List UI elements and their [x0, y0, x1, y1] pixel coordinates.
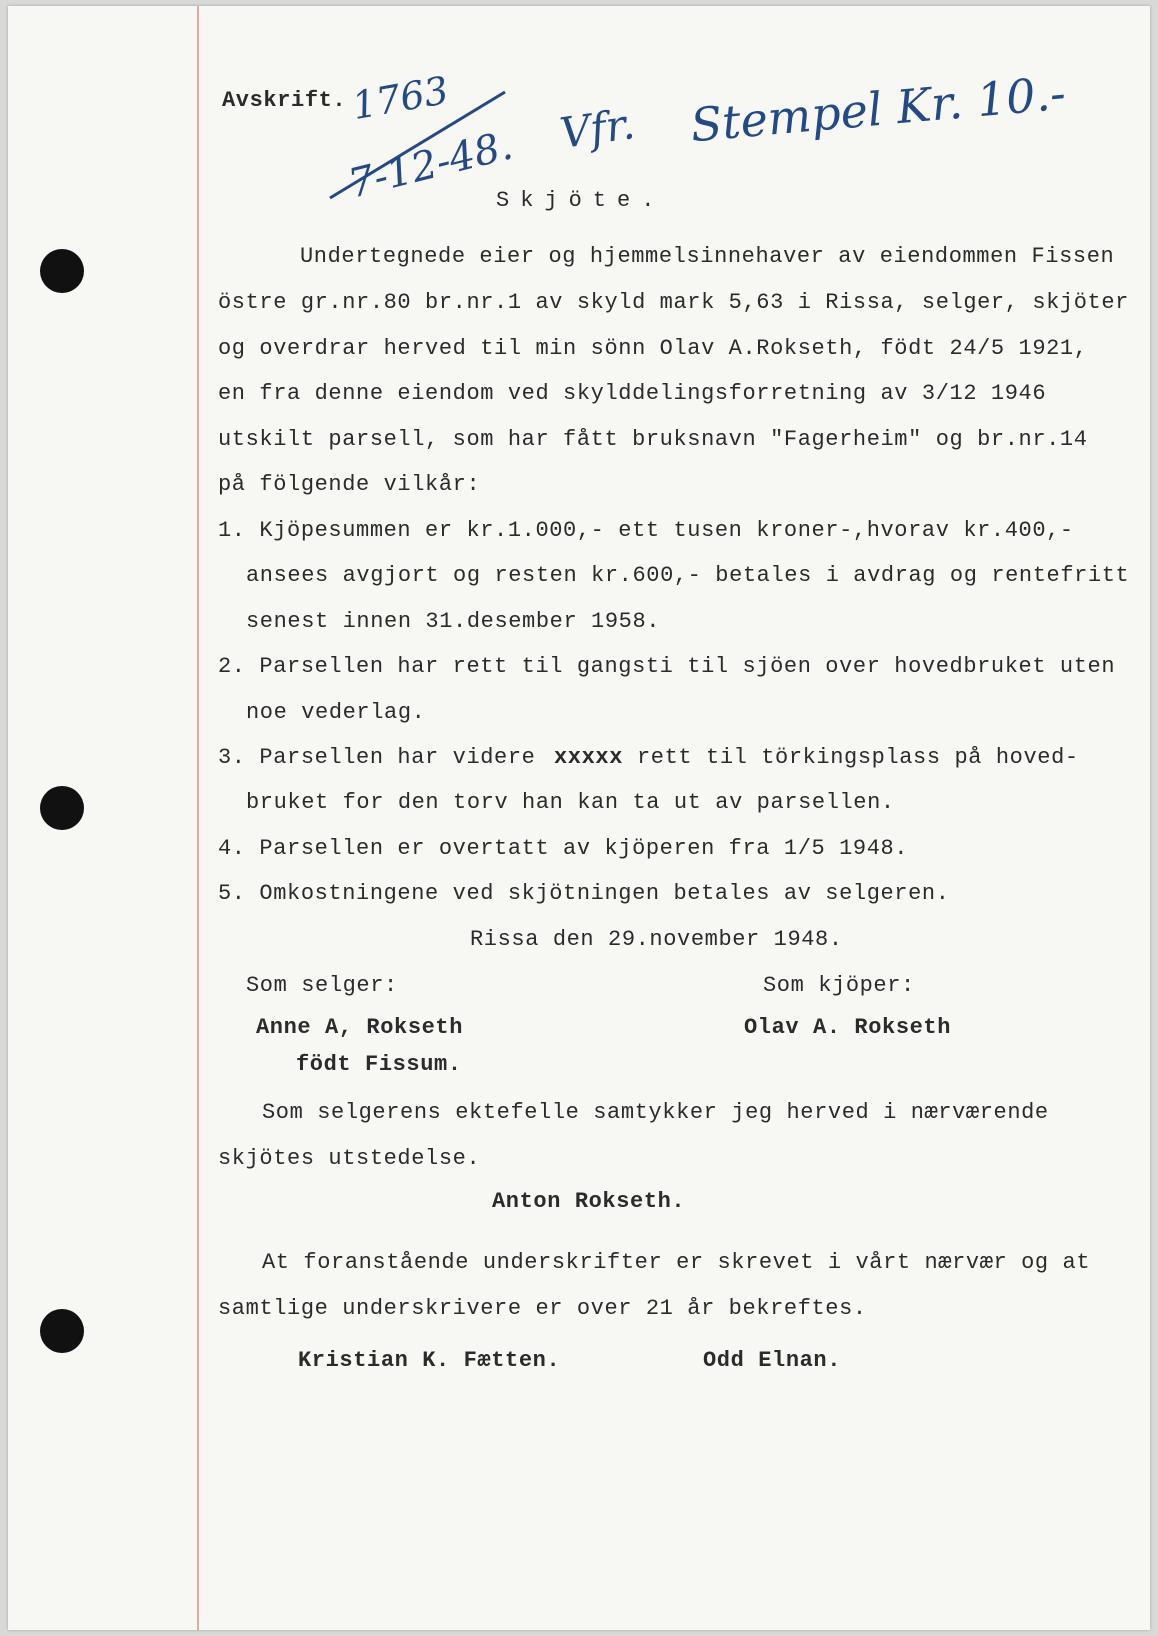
- term-3-struck-word: xxxxx: [554, 745, 624, 770]
- spouse-line-2: skjötes utstedelse.: [218, 1146, 481, 1171]
- witness-line-2: samtlige underskrivere er over 21 år bekreftes.: [218, 1296, 867, 1321]
- term-4-line: 4. Parsellen er overtatt av kjöperen fra 1/5 1948.: [218, 836, 909, 861]
- intro-line-3: og overdrar herved til min sönn Olav A.Rokseth, födt 24/5 1921,: [218, 336, 1088, 361]
- punch-hole-middle: [40, 786, 84, 830]
- handwritten-date-stroke: [0, 0, 1158, 200]
- term-2-line-1: 2. Parsellen har rett til gangsti til sjöen over hovedbruket uten: [218, 654, 1116, 679]
- seller-born: födt Fissum.: [296, 1052, 462, 1077]
- margin-line: [197, 6, 199, 1630]
- intro-line-4: en fra denne eiendom ved skylddelingsforretning av 3/12 1946: [218, 381, 1047, 406]
- term-3-line-1-end: rett til törkingsplass på hoved-: [637, 745, 1079, 770]
- witness-1-name: Kristian K. Fætten.: [298, 1348, 561, 1373]
- intro-line-2: östre gr.nr.80 br.nr.1 av skyld mark 5,63 i Rissa, selger, skjöter: [218, 290, 1129, 315]
- buyer-name: Olav A. Rokseth: [744, 1015, 952, 1040]
- seller-name: Anne A, Rokseth: [256, 1015, 464, 1040]
- witness-2-name: Odd Elnan.: [703, 1348, 842, 1373]
- term-3-line-1-start: 3. Parsellen har videre: [218, 745, 536, 770]
- term-1-line-1: 1. Kjöpesummen er kr.1.000,- ett tusen kroner-,hvorav kr.400,-: [218, 518, 1074, 543]
- term-1-line-2: ansees avgjort og resten kr.600,- betales i avdrag og rentefritt: [246, 563, 1130, 588]
- intro-line-6: på fölgende vilkår:: [218, 472, 481, 497]
- document-title: Skjöte.: [496, 188, 666, 213]
- spouse-line-1: Som selgerens ektefelle samtykker jeg herved i nærværende: [262, 1100, 1049, 1125]
- term-5-line: 5. Omkostningene ved skjötningen betales av selgeren.: [218, 881, 950, 906]
- handwritten-date: 7-12-48.: [343, 122, 518, 208]
- avskrift-label: Avskrift.: [222, 88, 347, 113]
- handwritten-vfr: Vfr.: [556, 99, 638, 158]
- handwritten-stamp-fee: Stempel Kr. 10.-: [688, 65, 1068, 153]
- place-date: Rissa den 29.november 1948.: [470, 927, 843, 952]
- buyer-label: Som kjöper:: [763, 973, 915, 998]
- term-2-line-2: noe vederlag.: [246, 700, 426, 725]
- intro-line-1: Undertegnede eier og hjemmelsinnehaver av eiendommen Fissen: [300, 244, 1115, 269]
- term-1-line-3: senest innen 31.desember 1958.: [246, 609, 661, 634]
- spouse-name: Anton Rokseth.: [492, 1189, 686, 1214]
- witness-line-1: At foranstående underskrifter er skrevet i vårt nærvær og at: [262, 1250, 1091, 1275]
- handwritten-number: 1763: [348, 67, 452, 129]
- seller-label: Som selger:: [246, 973, 398, 998]
- term-3-line-2: bruket for den torv han kan ta ut av parsellen.: [246, 790, 895, 815]
- punch-hole-top: [40, 249, 84, 293]
- punch-hole-bottom: [40, 1309, 84, 1353]
- intro-line-5: utskilt parsell, som har fått bruksnavn "Fagerheim" og br.nr.14: [218, 427, 1088, 452]
